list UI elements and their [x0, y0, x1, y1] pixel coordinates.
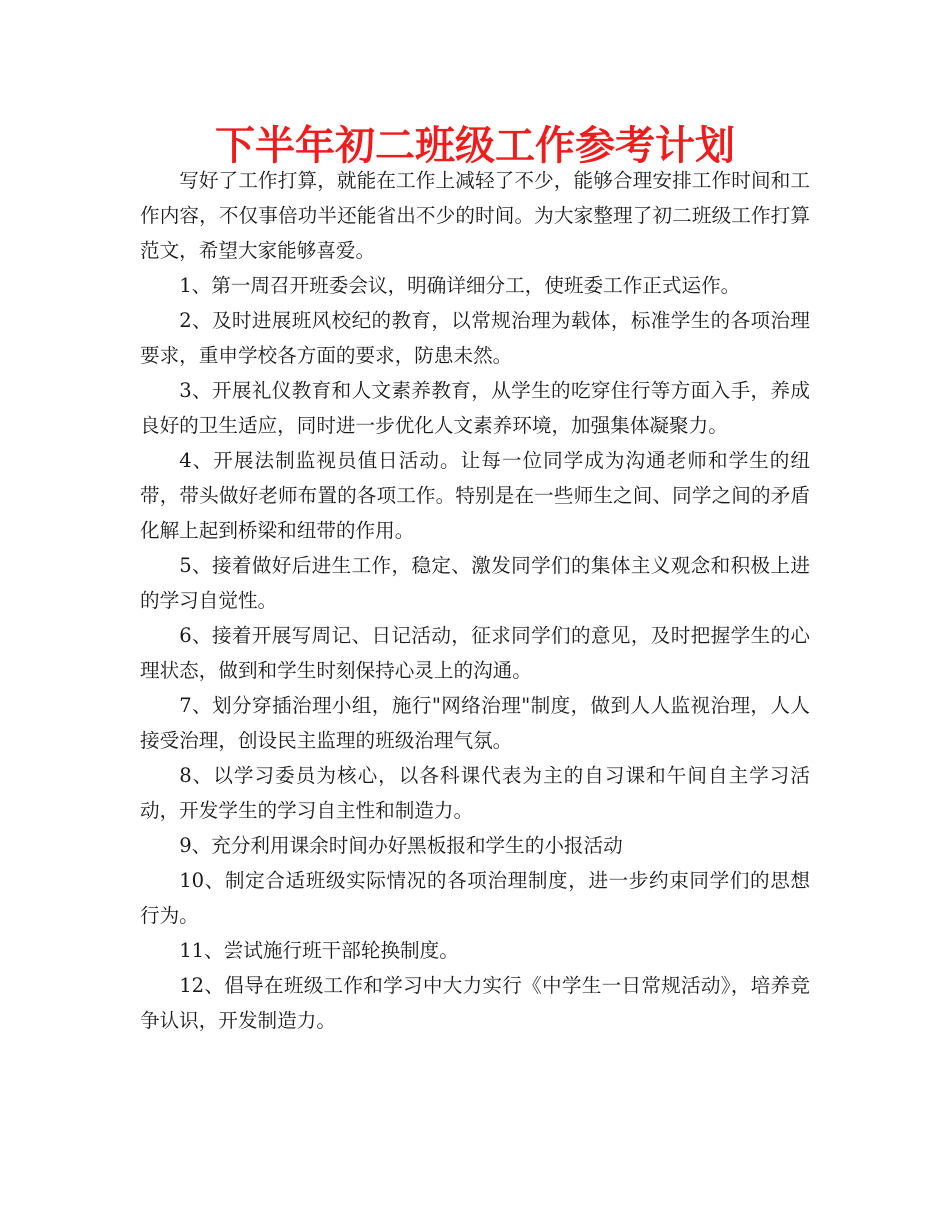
paragraph-item-6: 6、接着开展写周记、日记活动，征求同学们的意见，及时把握学生的心理状态，做到和学生时刻保持心灵上的沟通。 [140, 624, 810, 682]
paragraph-item-4: 4、开展法制监视员值日活动。让每一位同学成为沟通老师和学生的纽带，带头做好老师布置的各项工作。特别是在一些师生之间、同学之间的矛盾化解上起到桥梁和纽带的作用。 [140, 449, 810, 542]
paragraph-item-9: 9、充分利用课余时间办好黑板报和学生的小报活动 [179, 834, 623, 857]
paragraph-item-12: 12、倡导在班级工作和学习中大力实行《中学生一日常规活动》，培养竞争认识，开发制造力。 [140, 974, 810, 1032]
paragraph-item-10: 10、制定合适班级实际情况的各项治理制度，进一步约束同学们的思想行为。 [140, 869, 810, 927]
paragraph-item-5: 5、接着做好后进生工作，稳定、激发同学们的集体主义观念和积极上进的学习自觉性。 [140, 554, 810, 612]
document-title: 下半年初二班级工作参考计划 [215, 123, 735, 169]
paragraph-item-8: 8、以学习委员为核心，以各科课代表为主的自习课和午间自主学习活动，开发学生的学习自主性和制造力。 [140, 764, 810, 822]
paragraph-item-11: 11、尝试施行班干部轮换制度。 [179, 939, 459, 962]
paragraph-item-2: 2、及时进展班风校纪的教育，以常规治理为载体，标准学生的各项治理要求，重申学校各方面的要求，防患未然。 [140, 309, 810, 367]
document-body [140, 163, 810, 1038]
paragraph-item-1: 1、第一周召开班委会议，明确详细分工，使班委工作正式运作。 [179, 274, 741, 297]
paragraph-intro: 写好了工作打算，就能在工作上减轻了不少，能够合理安排工作时间和工作内容，不仅事倍功半还能省出不少的时间。为大家整理了初二班级工作打算范文，希望大家能够喜爱。 [140, 169, 810, 262]
paragraph-item-3: 3、开展礼仪教育和人文素养教育，从学生的吃穿住行等方面入手，养成良好的卫生适应，同时进一步优化人文素养环境，加强集体凝聚力。 [140, 379, 810, 437]
paragraph-item-7: 7、划分穿插治理小组，施行"网络治理"制度，做到人人监视治理，人人接受治理，创设民主监理的班级治理气氛。 [140, 694, 810, 752]
